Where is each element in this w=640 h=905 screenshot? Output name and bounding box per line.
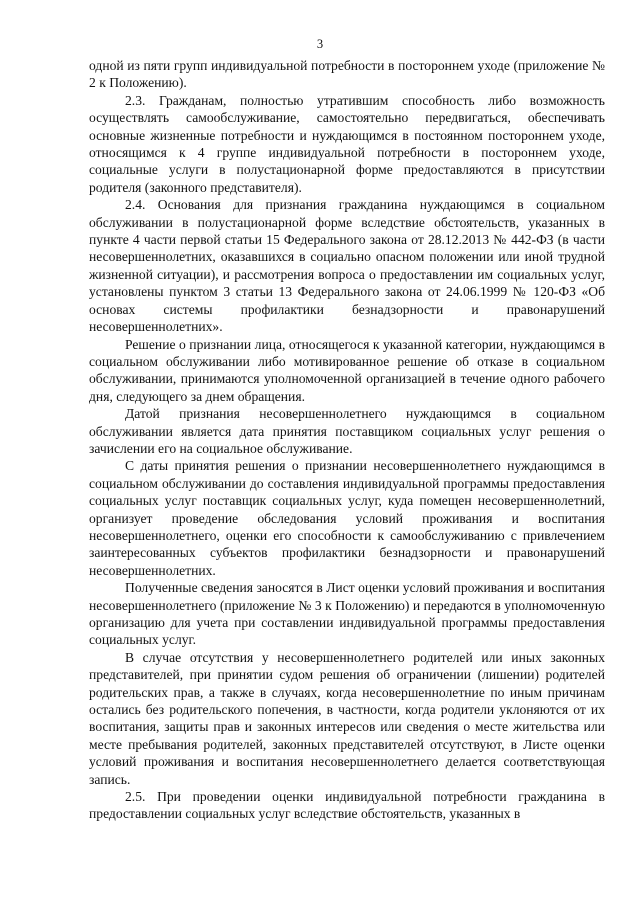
paragraph-inspection: С даты принятия решения о признании несовершеннолетнего нуждающимся в социальном обслуживании до составления индивидуальной программы предоставления социальных услуг поставщик социальных услуг, куда помещен несовершеннолетний, организует проведение обследования условий проживания и воспитания несовершеннолетнего, оценки его способности к самообслуживанию с привлечением заинтересованных субъектов профилактики безнадзорности и правонарушений несовершеннолетних. xyxy=(89,458,605,578)
paragraph-no-guardians: В случае отсутствия у несовершеннолетнего родителей или иных законных представителей, при принятии судом решения об ограничении (лишении) родителей родительских прав, а также в случаях, когда несовершеннолетние по иным причинам остались без родительского попечения, в частности, когда родители уклоняются от их воспитания, защиты прав и законных интересов или сведения о месте жительства или месте пребывания родителей, законных представителей отсутствуют, в Листе оценки условий проживания и воспитания несовершеннолетнего делается соответствующая запись. xyxy=(89,649,605,787)
paragraph-2-5: 2.5. При проведении оценки индивидуальной потребности гражданина в предоставлении социальных услуг вследствие обстоятельств, указанных в xyxy=(89,789,605,822)
paragraph-2-3: 2.3. Гражданам, полностью утратившим способность либо возможность осуществлять самообслуживание, самостоятельно передвигаться, обеспечивать основные жизненные потребности и нуждающимся в постоянном постороннем уходе, относящимся к 4 группе индивидуальной потребности в постороннем уходе, социальные услуги в полустационарной форме предоставляются в присутствии родителя (законного представителя). xyxy=(89,92,605,195)
paragraph-recognition-date: Датой признания несовершеннолетнего нуждающимся в социальном обслуживании является дата принятия поставщиком социальных услуг решения о зачислении его на социальное обслуживание. xyxy=(89,406,605,456)
paragraph-2-4: 2.4. Основания для признания гражданина нуждающимся в социальном обслуживании в полустационарной форме вследствие обстоятельств, указанных в пункте 4 части первой статьи 15 Федерального закона от 28.12.2013 № 442-ФЗ (в части несовершеннолетних, оказавшихся в социально опасном положении или иной трудной жизненной ситуации), и рассмотрения вопроса о предоставлении им социальных услуг, установлены пунктом 3 статьи 13 Федерального закона от 24.06.1999 № 120-ФЗ «Об основах системы профилактики безнадзорности и правонарушений несовершеннолетних». xyxy=(89,197,605,335)
paragraph-decision: Решение о признании лица, относящегося к указанной категории, нуждающимся в социальном обслуживании либо мотивированное решение об отказе в социальном обслуживании, принимаются уполномоченной организацией в течение одного рабочего дня, следующего за днем обращения. xyxy=(89,336,605,404)
document-body xyxy=(89,57,605,823)
paragraph-continuation: одной из пяти групп индивидуальной потребности в постороннем уходе (приложение № 2 к Положению). xyxy=(89,58,605,91)
paragraph-assessment-sheet: Полученные сведения заносятся в Лист оценки условий проживания и воспитания несовершеннолетнего (приложение № 3 к Положению) и передаются в уполномоченную организацию для учета при составлении индивидуальной программы предоставления социальных услуг. xyxy=(89,580,605,648)
page-number: 3 xyxy=(316,37,324,51)
